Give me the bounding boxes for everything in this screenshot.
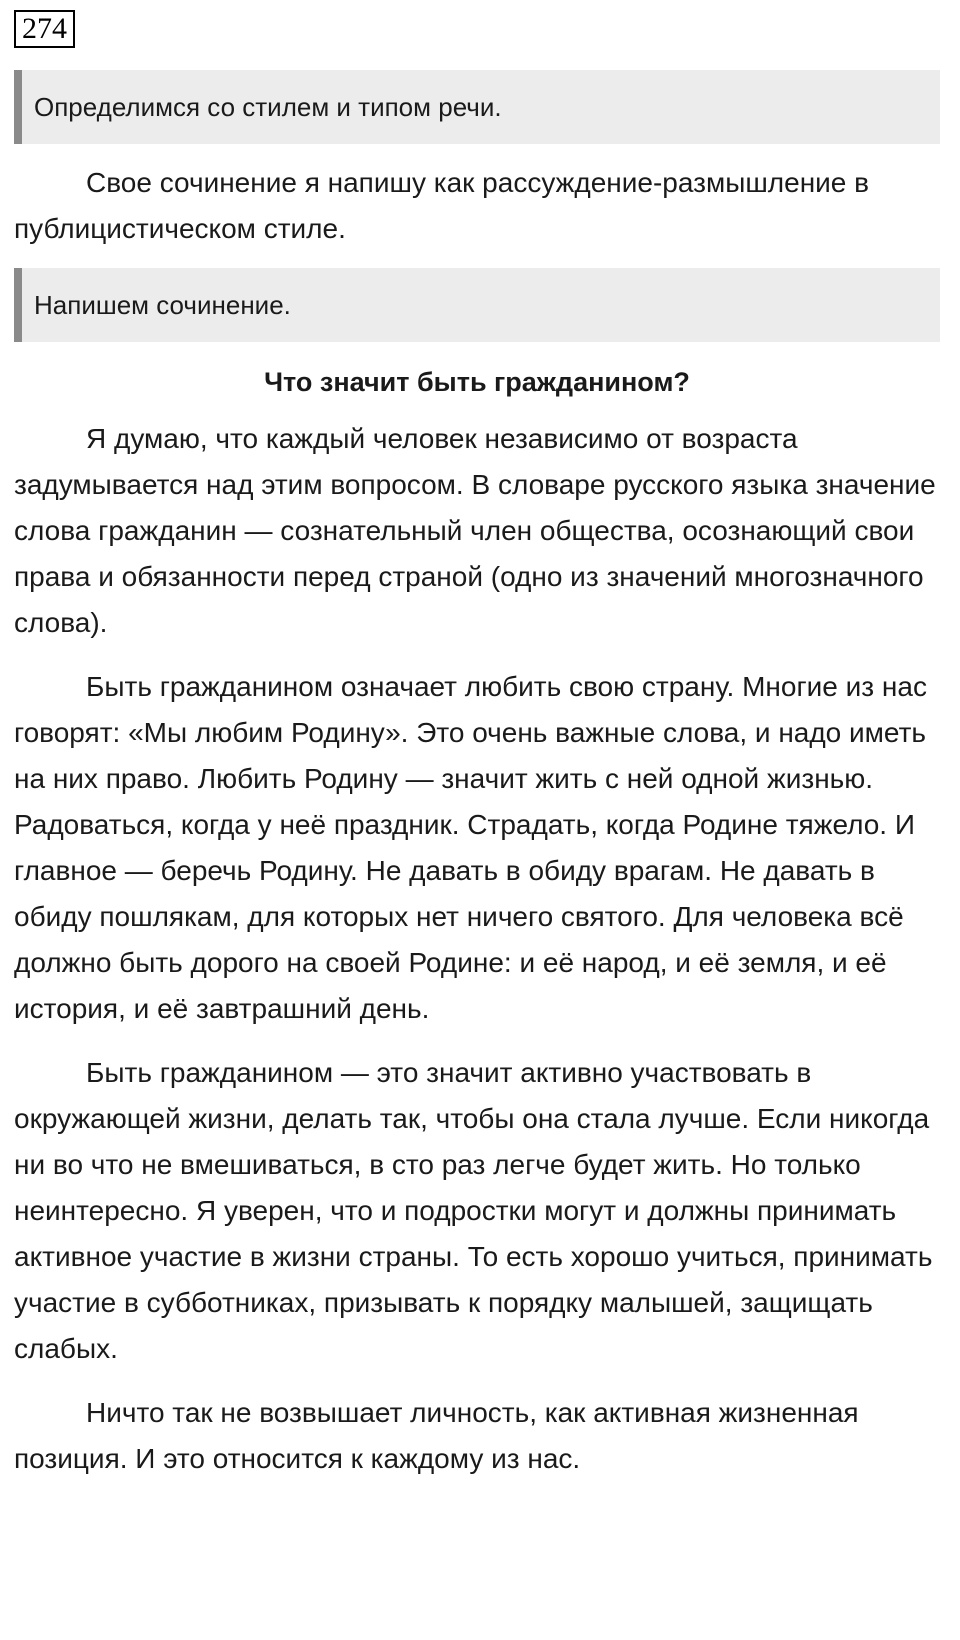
step-heading-essay: Напишем сочинение. — [14, 268, 940, 342]
essay-paragraph-4: Ничто так не возвышает личность, как активная жизненная позиция. И это относится к каждому из нас. — [14, 1397, 859, 1474]
step-heading-style: Определимся со стилем и типом речи. — [14, 70, 940, 144]
essay-paragraph-3: Быть гражданином — это значит активно участвовать в окружающей жизни, делать так, чтобы она стала лучше. Если никогда ни во что не вмешиваться, в сто раз легче будет жить. Но только неинтересно. Я уверен, что и подростки могут и должны принимать активное участие в жизни страны. То есть хорошо учиться, принимать участие в субботниках, призывать к порядку малышей, защищать слабых. — [14, 1057, 933, 1364]
style-answer-paragraph: Свое сочинение я напишу как рассуждение-размышление в публицистическом стиле. — [14, 167, 870, 244]
essay-paragraph-1: Я думаю, что каждый человек независимо от возраста задумывается над этим вопросом. В словаре русского языка значение слова гражданин — сознательный член общества, осознающий свои права и обязанности перед страной (одно из значений многозначного слова). — [14, 423, 936, 638]
essay-paragraph-2: Быть гражданином означает любить свою страну. Многие из нас говорят: «Мы любим Родину». Это очень важные слова, и надо иметь на них право. Любить Родину — значит жить с ней одной жизнью. Радоваться, когда у неё праздник. Страдать, когда Родине тяжело. И главное — беречь Родину. Не давать в обиду врагам. Не давать в обиду пошлякам, для которых нет ничего святого. Для человека всё должно быть дорого на своей Родине: и её народ, и её земля, и её история, и её завтрашний день. — [14, 671, 927, 1024]
task-number: 274 — [14, 10, 75, 48]
essay-title: Что значит быть гражданином? — [264, 367, 690, 397]
document-page — [14, 10, 944, 1482]
